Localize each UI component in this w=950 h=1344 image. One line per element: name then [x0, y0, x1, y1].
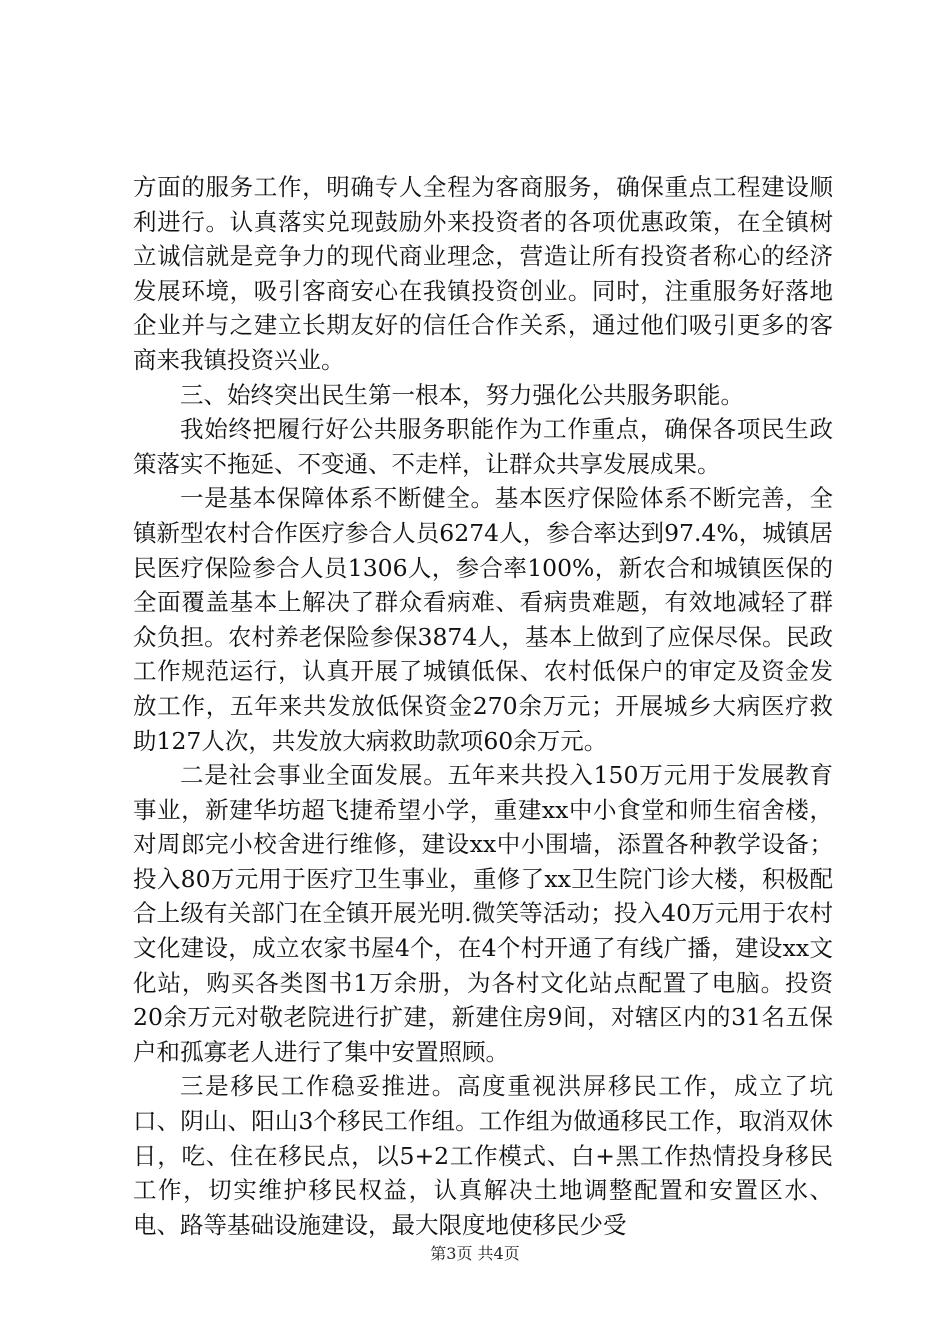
- paragraph: 三是移民工作稳妥推进。高度重视洪屏移民工作，成立了坑口、阴山、阳山3个移民工作组。工作组为做通移民工作，取消双休日，吃、住在移民点，以5+2工作模式、白+黑工作热情投身移民工作，切实维护移民权益，认真解决土地调整配置和安置区水、电、路等基础设施建设，最大限度地使移民少受: [133, 1072, 833, 1239]
- paragraph: 二是社会事业全面发展。五年来共投入150万元用于发展教育事业，新建华坊超飞捷希望小学，重建xx中小食堂和师生宿舍楼，对周郎完小校舍进行维修，建设xx中小围墙，添置各种教学设备；投入80万元用于医疗卫生事业，重修了xx卫生院门诊大楼，积极配合上级有关部门在全镇开展光明.微笑等活动；投入40万元用于农村文化建设，成立农家书屋4个，在4个村开通了有线广播，建设xx文化站，购买各类图书1万余册，为各村文化站点配置了电脑。投资20余万元对敬老院进行扩建，新建住房9间，对辖区内的31名五保户和孤寡老人进行了集中安置照顾。: [133, 761, 833, 1066]
- document-body: [133, 170, 833, 1242]
- paragraph: 方面的服务工作，明确专人全程为客商服务，确保重点工程建设顺利进行。认真落实兑现鼓励外来投资者的各项优惠政策，在全镇树立诚信就是竞争力的现代商业理念，营造让所有投资者称心的经济发展环境，吸引客商安心在我镇投资创业。同时，注重服务好落地企业并与之建立长期友好的信任合作关系，通过他们吸引更多的客商来我镇投资兴业。: [133, 173, 833, 374]
- paragraph: 我始终把履行好公共服务职能作为工作重点，确保各项民生政策落实不拖延、不变通、不走样，让群众共享发展成果。: [133, 415, 833, 478]
- paragraph: 一是基本保障体系不断健全。基本医疗保险体系不断完善，全镇新型农村合作医疗参合人员6274人，参合率达到97.4%，城镇居民医疗保险参合人员1306人，参合率100%，新农合和城镇医保的全面覆盖基本上解决了群众看病难、看病贵难题，有效地减轻了群众负担。农村养老保险参保3874人，基本上做到了应保尽保。民政工作规范运行，认真开展了城镇低保、农村低保户的审定及资金发放工作，五年来共发放低保资金270余万元；开展城乡大病医疗救助127人次，共发放大病救助款项60余万元。: [133, 484, 833, 755]
- section-heading: 三、始终突出民生第一根本，努力强化公共服务职能。: [180, 380, 744, 409]
- page-number: 第3页 共4页: [430, 1244, 520, 1263]
